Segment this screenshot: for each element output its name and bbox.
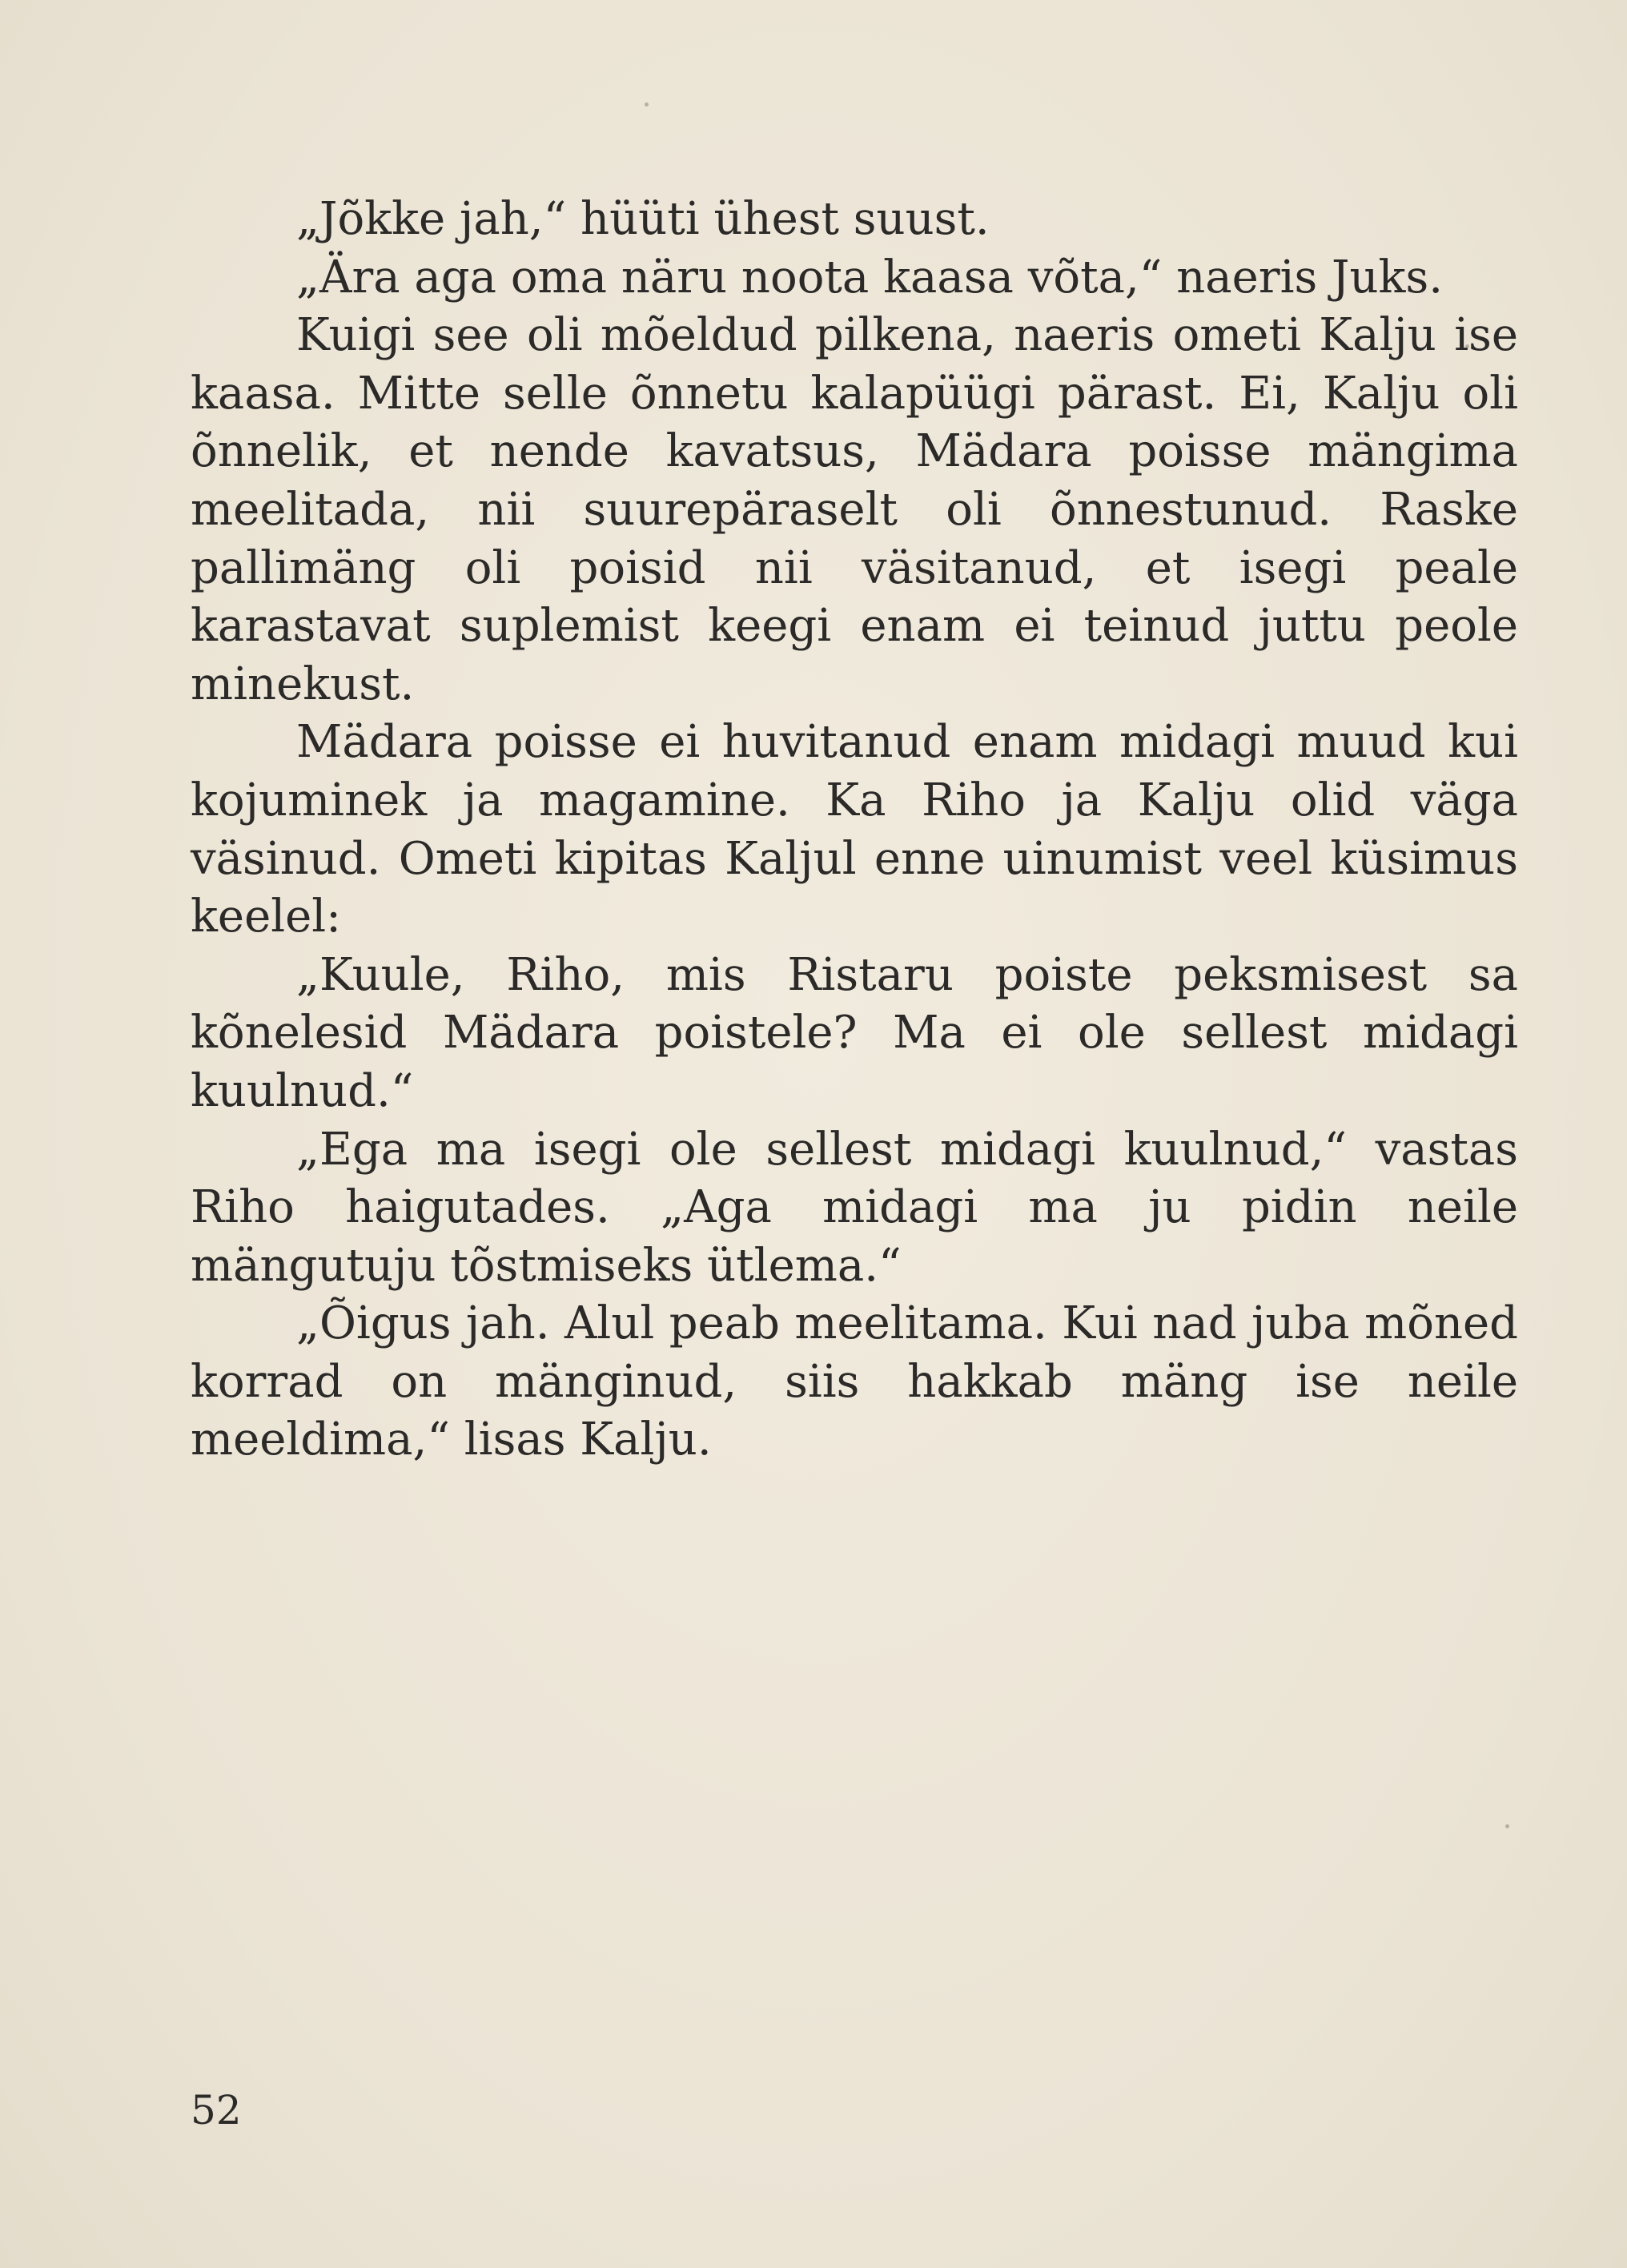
paragraph: Mädara poisse ei huvitanud enam midagi muud kui kojuminek ja magamine. Ka Riho ja Kalju olid väga väsinud. Ometi kipitas Kaljul enne uinumist veel küsimus keelel: (191, 716, 1518, 943)
page-number: 52 (191, 2087, 242, 2133)
paragraph: „Ega ma isegi ole sellest midagi kuulnud,“ vastas Riho haigutades. „Aga midagi ma ju pidin neile mängutuju tõstmiseks ütlema.“ (191, 1123, 1518, 1292)
paper-speck (1505, 1824, 1509, 1828)
paragraph: „Kuule, Riho, mis Ristaru poiste peksmisest sa kõnelesid Mädara poistele? Ma ei ole sellest midagi kuulnud.“ (191, 948, 1518, 1117)
paragraph: „Jõkke jah,“ hüüti ühest suust. (296, 193, 990, 245)
body-text (191, 191, 1518, 1470)
paper-speck (645, 103, 649, 107)
paragraph: „Õigus jah. Alul peab meelitama. Kui nad juba mõned korrad on mänginud, siis hakkab mäng ise neile meeldima,“ lisas Kalju. (191, 1297, 1518, 1466)
paragraph: „Ära aga oma näru noota kaasa võta,“ naeris Juks. (296, 251, 1444, 304)
paragraph: Kuigi see oli mõeldud pilkena, naeris ometi Kalju ise kaasa. Mitte selle õnnetu kalapüügi pärast. Ei, Kalju oli õnnelik, et nende kavatsus, Mädara poisse mängima meelitada, nii suurepäraselt oli õnnestunud. Raske pallimäng oli poisid nii väsitanud, et isegi peale karastavat suplemist keegi enam ei teinud juttu peole minekust. (191, 309, 1518, 710)
